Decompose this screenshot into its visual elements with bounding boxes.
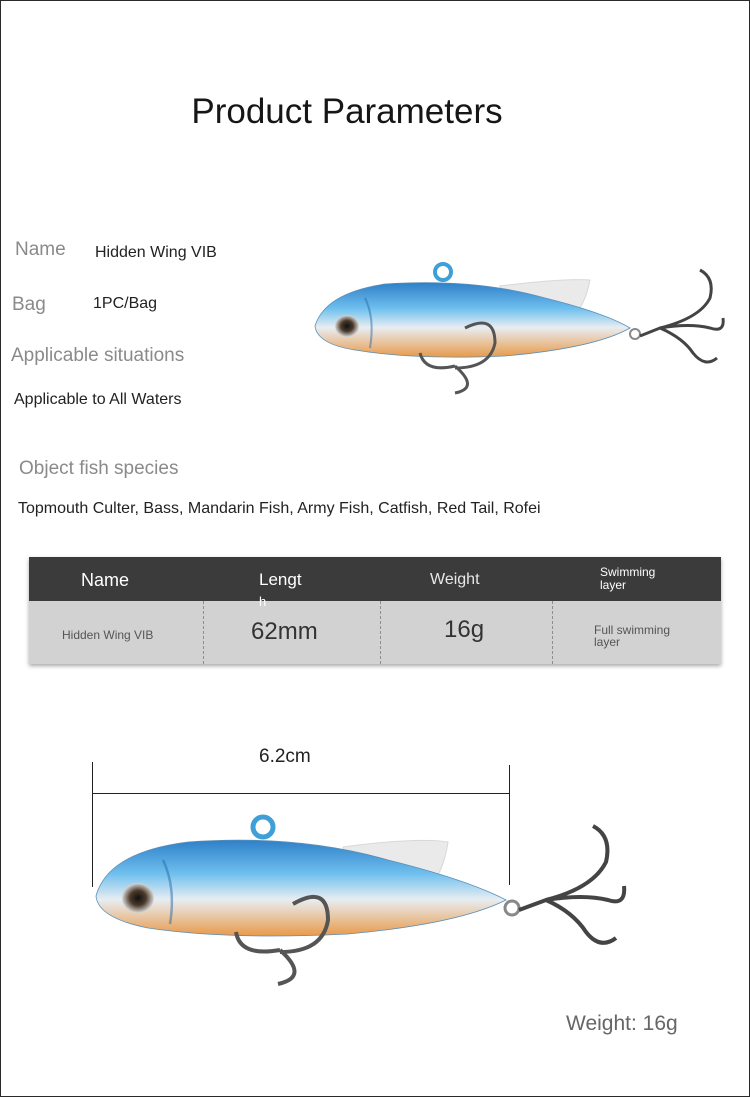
species-value: Topmouth Culter, Bass, Mandarin Fish, Army Fish, Catfish, Red Tail, Rofei — [18, 500, 541, 517]
situations-label: Applicable situations — [11, 345, 185, 366]
header-layer-wrap: layer — [600, 578, 627, 592]
bag-label: Bag — [12, 294, 46, 315]
header-name: Name — [81, 570, 130, 590]
cell-name: Hidden Wing VIB — [62, 628, 154, 642]
bag-value: 1PC/Bag — [93, 295, 158, 312]
cell-length: 62mm — [251, 618, 318, 645]
spec-table — [29, 557, 721, 664]
cell-weight: 16g — [444, 616, 485, 643]
lure-image-top — [305, 258, 745, 408]
cell-layer-wrap: layer — [594, 635, 621, 649]
dimension-line — [93, 793, 510, 794]
column-divider — [203, 601, 204, 664]
cell-layer: Full swimming — [594, 623, 671, 637]
page-title: Product Parameters — [191, 92, 503, 131]
lure-image-large — [88, 812, 658, 1002]
column-divider — [380, 601, 381, 664]
species-label: Object fish species — [19, 458, 179, 479]
situations-value: Applicable to All Waters — [14, 391, 182, 408]
name-value: Hidden Wing VIB — [95, 244, 217, 261]
header-layer: Swimming — [600, 565, 656, 579]
name-label: Name — [15, 239, 66, 260]
header-weight: Weight — [430, 571, 480, 588]
header-length: Lengt — [259, 570, 302, 589]
header-length-wrap: h — [259, 594, 267, 609]
column-divider — [552, 601, 553, 664]
length-dimension-label: 6.2cm — [259, 746, 311, 767]
weight-label: Weight: 16g — [566, 1012, 678, 1035]
